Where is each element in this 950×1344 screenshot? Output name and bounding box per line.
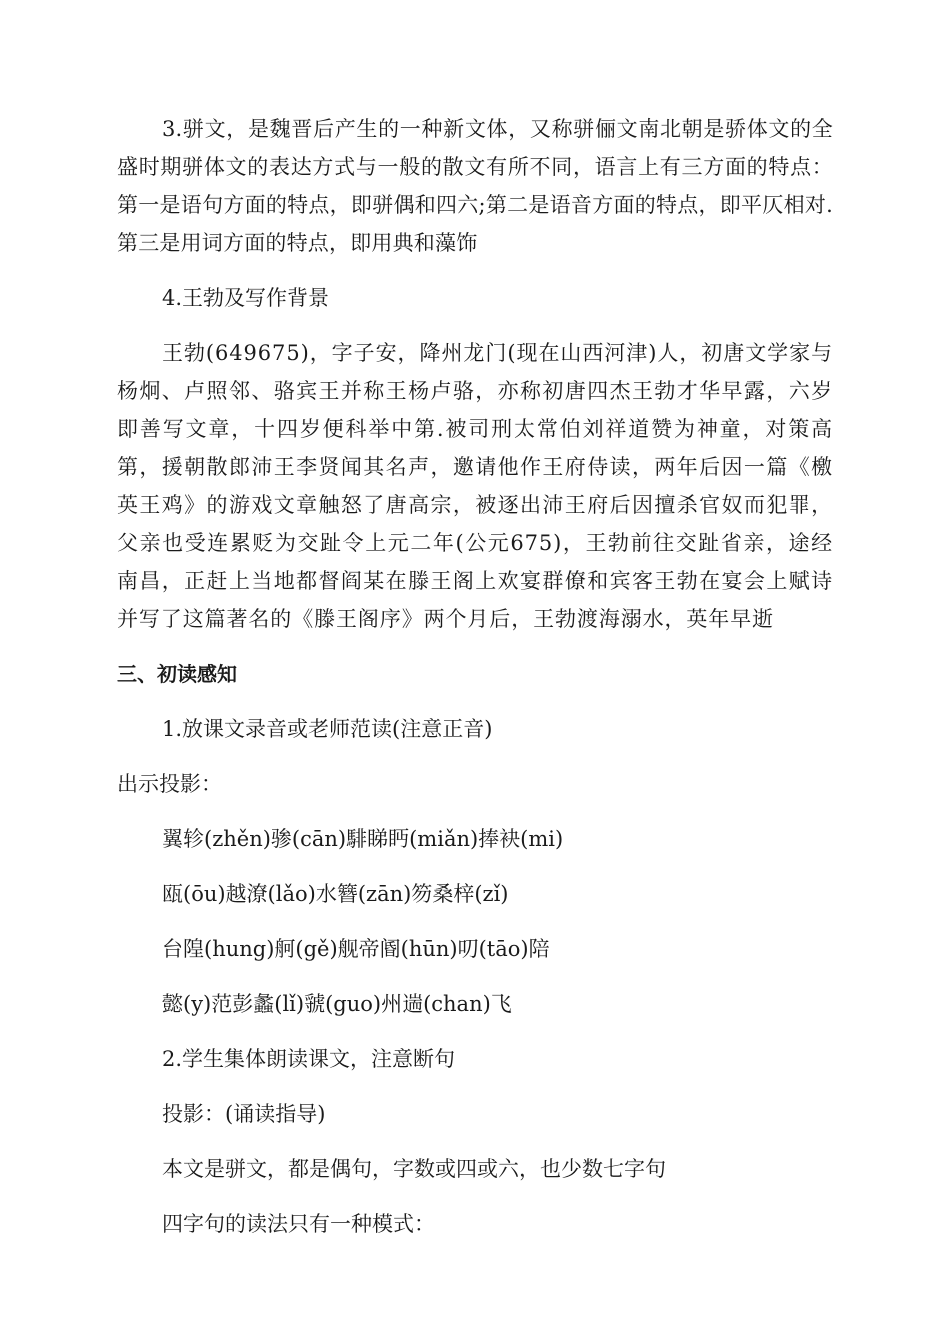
document-page bbox=[117, 110, 833, 1260]
paragraph-projection-guide: 投影：(诵读指导) bbox=[162, 1102, 326, 1126]
paragraph-pianwen-sentences: 本文是骈文，都是偶句，字数或四或六，也少数七字句 bbox=[162, 1157, 666, 1181]
pronunciation-line-3: 台隍(hung)舸(gě)舰帝阍(hūn)叨(tāo)陪 bbox=[162, 937, 550, 961]
pronunciation-line-1: 翼轸(zhěn)骖(cān)騑睇眄(miǎn)捧袂(mi) bbox=[162, 827, 564, 851]
pronunciation-line-4: 懿(y)范彭蠡(lǐ)虢(guo)州遄(chan)飞 bbox=[162, 992, 512, 1016]
paragraph-four-char-reading: 四字句的读法只有一种模式： bbox=[162, 1212, 435, 1236]
paragraph-group-reading: 2.学生集体朗读课文，注意断句 bbox=[162, 1047, 456, 1071]
paragraph-wangbo-title: 4.王勃及写作背景 bbox=[162, 286, 330, 310]
paragraph-wangbo-background: 王勃(649675)，字子安，降州龙门(现在山西河津)人，初唐文学家与杨炯、卢照邻、骆宾王并称王杨卢骆，亦称初唐四杰王勃才华早露，六岁即善写文章，十四岁便科举中第.被司刑太常伯刘祥道赞为神童，对策高第，援朝散郎沛王李贤闻其名声，邀请他作王府侍读，两年后因一篇《檄英王鸡》的游戏文章触怒了唐高宗，被逐出沛王府后因擅杀官奴而犯罪，父亲也受连累贬为交趾令上元二年(公元675)，王勃前往交趾省亲，途经南昌，正赶上当地都督阎某在滕王阁上欢宴群僚和宾客王勃在宴会上赋诗并写了这篇著名的《滕王阁序》两个月后，王勃渡海溺水，英年早逝 bbox=[117, 341, 833, 631]
paragraph-play-recording: 1.放课文录音或老师范读(注意正音) bbox=[162, 717, 493, 741]
pronunciation-line-2: 瓯(ōu)越潦(lǎo)水簪(zān)笏桑梓(zǐ) bbox=[162, 882, 509, 906]
section-heading-first-reading: 三、初读感知 bbox=[117, 662, 237, 686]
paragraph-show-projection: 出示投影： bbox=[117, 772, 222, 796]
paragraph-pianwen: 3.骈文，是魏晋后产生的一种新文体，又称骈俪文南北朝是骄体文的全盛时期骈体文的表达方式与一般的散文有所不同，语言上有三方面的特点：第一是语句方面的特点，即骈偶和四六;第二是语音方面的特点，即平仄相对.第三是用词方面的特点，即用典和藻饰 bbox=[117, 117, 833, 255]
